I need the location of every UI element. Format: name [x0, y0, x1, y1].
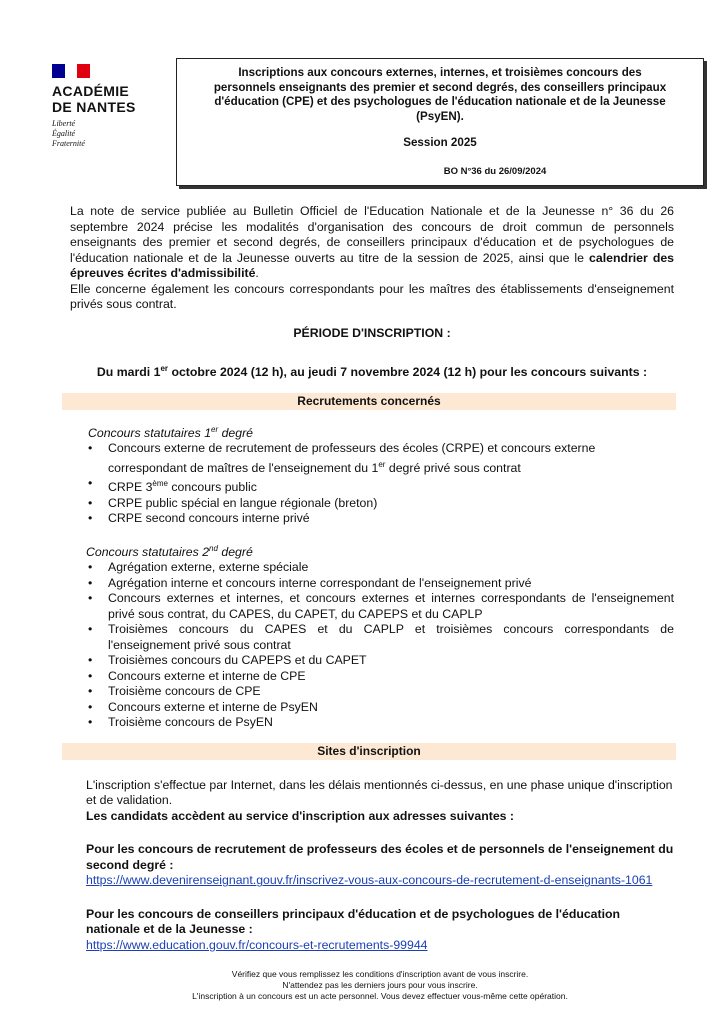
list-item [70, 441, 674, 476]
block1-title: Pour les concours de recrutement de professeurs des écoles et de personnels de l'enseignement du second degré : [86, 842, 674, 872]
list-item: • Concours externe et interne de CPE [70, 669, 674, 685]
group2-title [70, 541, 674, 561]
list-item: • Troisièmes concours du CAPES et du CAPLP et troisièmes concours correspondants de l'enseignement privé sous contrat [70, 622, 674, 653]
list-item: • Agrégation interne et concours interne correspondant de l'enseignement privé [70, 576, 674, 592]
item-text: Concours externe de recrutement de professeurs des écoles (CRPE) et concours externe correspondant de maîtres de l'enseignement du 1 [108, 441, 596, 475]
block1-link-wrap [86, 873, 674, 889]
group1-title-sup: er [211, 424, 219, 434]
republic-motto [52, 119, 162, 149]
list-item: • Troisième concours de PsyEN [70, 715, 674, 731]
footer-line-3: L'inscription à un concours est un acte personnel. Vous devez effectuer vous-même cette opération. [192, 991, 568, 1001]
recrutements-band: Recrutements concernés [62, 393, 676, 410]
item-text-end: degré privé sous contrat [385, 460, 521, 475]
devenirenseignant-link[interactable]: https://www.devenirenseignant.gouv.fr/inscrivez-vous-aux-concours-de-recrutement-d-enseignants-1061 [86, 873, 653, 888]
motto-fraternite: Fraternité [52, 139, 85, 148]
intro-paragraph [70, 204, 674, 282]
session-label: Session 2025 [403, 136, 477, 149]
group1-title-text: Concours statutaires 1 [88, 425, 212, 440]
motto-egalite: Égalité [52, 129, 76, 138]
periode-dates [70, 361, 674, 381]
intro-end: . [255, 266, 259, 280]
list-item: • CRPE public spécial en langue régionale (breton) [70, 496, 674, 512]
group2-list [70, 560, 674, 731]
footer-notes [120, 969, 640, 1002]
item-sup: ème [152, 479, 168, 489]
list-item: • Concours externe et interne de PsyEN [70, 700, 674, 716]
group2-title-end: degré [217, 544, 253, 559]
group2-title-sup: nd [209, 543, 218, 553]
block2-link-wrap [86, 938, 674, 954]
intro-text: La note de service publiée au Bulletin Officiel de l'Education Nationale et de la Jeunesse n° 36 du 26 septembre 2024 précise les modalités d'organisation des concours de droit commun de personnels enseignants des premier et second degrés, de conseillers principaux d'éducation et de psychologues de l'éducation nationale et de la Jeunesse ouverts au titre de la session de 2025, ainsi que le [70, 204, 674, 265]
block2-title: Pour les concours de conseillers principaux d'éducation et de psychologues de l'éducation nationale et de la Jeunesse : [86, 906, 621, 937]
footer-line-1: Vérifiez que vous remplissez les conditions d'inscription avant de vous inscrire. [231, 969, 529, 979]
dates-sup: er [160, 364, 169, 373]
sites-intro-bold: Les candidats accèdent au service d'inscription aux adresses suivantes : [86, 808, 515, 823]
item-text: CRPE 3 [108, 480, 153, 495]
sites-paragraph: L'inscription s'effectue par Internet, dans les délais mentionnés ci-dessus, en une phase unique d'inscription et de validation. [86, 777, 673, 808]
intro-bold-calendar: calendrier des épreuves écrites d'admissibilité [70, 250, 675, 280]
dates-start: Du mardi 1 [96, 365, 161, 380]
sites-band: Sites d'inscription [62, 743, 676, 760]
group1-title [70, 422, 674, 442]
item-sup: er [378, 459, 386, 469]
intro-paragraph-2: Elle concerne également les concours correspondants pour les maîtres des établissements d'enseignement privés sous contrat. [70, 281, 674, 311]
footer-line-2: N'attendez pas les derniers jours pour vous inscrire. [282, 980, 478, 990]
document-title: Inscriptions aux concours externes, internes, et troisièmes concours des personnels enseignants des premier et second degrés, des conseillers principaux d'éducation (CPE) et des psychologues de l'éducation nationale et de la Jeunesse (PsyEN). [213, 66, 667, 123]
list-item: • Troisièmes concours du CAPEPS et du CAPET [70, 653, 674, 669]
main-content [70, 204, 674, 953]
list-item: • Concours externes et internes, et concours externes et internes correspondants de l'enseignement privé sous contrat, du CAPES, du CAPET, du CAPEPS et du CAPLP [70, 591, 674, 622]
education-gouv-link[interactable]: https://www.education.gouv.fr/concours-et-recrutements-99944 [86, 937, 428, 952]
academie-logo [52, 64, 162, 149]
logo-line-1: ACADÉMIE [52, 83, 130, 99]
motto-liberte: Liberté [52, 119, 76, 128]
list-item [70, 476, 674, 496]
group2-title-text: Concours statutaires 2 [86, 544, 210, 559]
flag-red-stripe [77, 64, 90, 78]
logo-line-2: DE NANTES [52, 99, 136, 115]
periode-heading: PÉRIODE D'INSCRIPTION : [293, 325, 451, 340]
group1-list [70, 441, 674, 527]
group1-title-end: degré [218, 425, 254, 440]
french-flag-icon [52, 64, 90, 78]
bo-reference: BO N°36 du 26/09/2024 [443, 165, 547, 177]
list-item: • Agrégation externe, externe spéciale [70, 560, 674, 576]
item-text-end: concours public [167, 480, 257, 495]
flag-blue-stripe [52, 64, 65, 78]
flag-white-stripe [65, 64, 78, 78]
dates-rest: octobre 2024 (12 h), au jeudi 7 novembre 2024 (12 h) pour les concours suivants : [168, 365, 648, 380]
header-box [176, 58, 704, 186]
list-item: • Troisième concours de CPE [70, 684, 674, 700]
list-item: • CRPE second concours interne privé [70, 511, 674, 527]
